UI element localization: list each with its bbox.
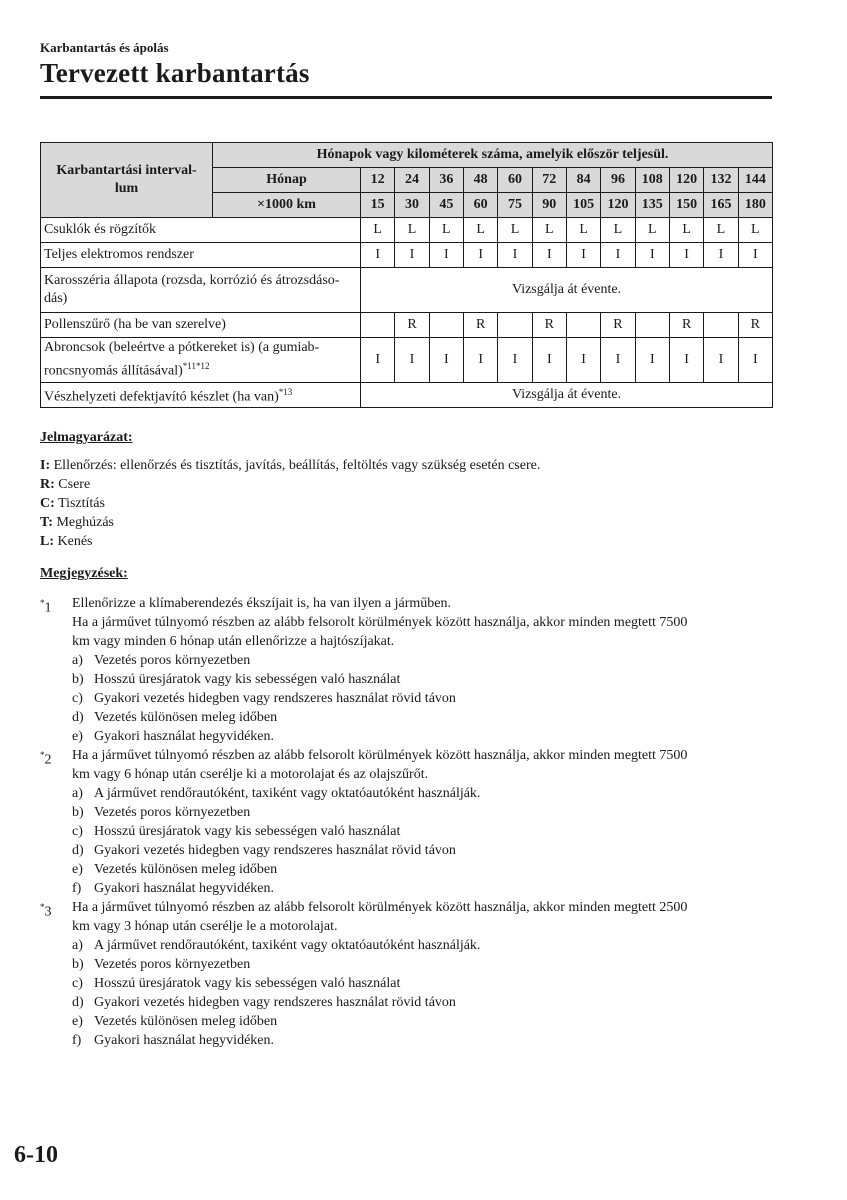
note-condition [72,803,780,822]
note-item [40,594,780,746]
note-line: Ha a járművet túlnyomó részben az alább felsorolt körülmények között használja, akkor minden megtett 7500 [72,615,688,630]
note-star: * [40,598,45,608]
condition-text: Vezetés poros környezetben [94,805,251,820]
schedule-cell: I [635,243,669,268]
note-line: Ha a járművet túlnyomó részben az alább felsorolt körülmények között használja, akkor minden megtett 7500 [72,748,688,763]
note-star: * [40,750,45,760]
legend-text: Tisztítás [54,496,105,511]
item-label [41,313,361,338]
note-star: * [40,902,45,912]
maintenance-schedule-table [40,142,773,408]
note-condition [72,784,780,803]
condition-letter: e) [72,1014,83,1029]
item-label-text: Teljes elektromos rendszer [44,247,194,262]
schedule-cell: L [395,218,429,243]
schedule-cell: I [738,243,772,268]
months-label: Hónap [213,168,361,193]
schedule-cell: I [429,338,463,383]
schedule-cell: L [498,218,532,243]
note-condition [72,822,780,841]
schedule-cell: I [601,243,635,268]
condition-letter: b) [72,957,84,972]
condition-letter: a) [72,786,83,801]
condition-letter: c) [72,691,83,706]
month-cell: 48 [463,168,497,193]
schedule-cell: I [429,243,463,268]
schedule-cell: L [361,218,395,243]
note-line: km vagy 3 hónap után cserélje le a motorolajat. [72,919,338,934]
table-row [41,383,773,408]
condition-text: Hosszú üresjáratok vagy kis sebességen való használat [94,672,401,687]
condition-letter: e) [72,729,83,744]
condition-text: Vezetés poros környezetben [94,957,251,972]
condition-letter: d) [72,843,84,858]
schedule-cell: L [566,218,600,243]
schedule-cell [704,313,738,338]
interval-span-header: Hónapok vagy kilométerek száma, amelyik először teljesül. [213,143,773,168]
note-number [40,594,52,618]
note-condition [72,993,780,1012]
schedule-cell: I [361,243,395,268]
legend-item [40,532,540,551]
km-cell: 60 [463,193,497,218]
condition-text: Gyakori használat hegyvidéken. [94,881,274,896]
condition-letter: f) [72,881,82,896]
schedule-cell: L [429,218,463,243]
month-cell: 24 [395,168,429,193]
condition-text: Hosszú üresjáratok vagy kis sebességen való használat [94,976,401,991]
legend-item [40,494,540,513]
schedule-cell: L [463,218,497,243]
month-cell: 36 [429,168,463,193]
legend-key: T: [40,515,53,530]
section-label: Karbantartás és ápolás [40,40,169,55]
schedule-cell: I [498,338,532,383]
km-cell: 150 [669,193,703,218]
condition-letter: a) [72,653,83,668]
month-cell: 72 [532,168,566,193]
month-cell: 84 [566,168,600,193]
item-label [41,268,361,313]
condition-letter: c) [72,824,83,839]
legend-item [40,475,540,494]
schedule-cell: I [498,243,532,268]
condition-letter: d) [72,995,84,1010]
table-header-row [41,143,773,168]
km-cell: 90 [532,193,566,218]
legend-item [40,513,540,532]
footnote-ref: *11*12 [182,361,210,372]
note-condition [72,936,780,955]
condition-text: Gyakori vezetés hidegben vagy rendszeres használat rövid távon [94,995,456,1010]
condition-text: A járművet rendőrautóként, taxiként vagy oktatóautóként használják. [94,786,481,801]
km-cell: 45 [429,193,463,218]
schedule-cell: L [532,218,566,243]
note-condition [72,1031,780,1050]
note-line: km vagy 6 hónap után cserélje ki a motorolajat és az olajszűrőt. [72,767,429,782]
legend-key: L: [40,534,54,549]
item-label-text: dás) [44,291,68,306]
annual-inspection-cell: Vizsgálja át évente. [361,383,773,408]
schedule-cell: I [463,243,497,268]
item-label-line [44,290,358,308]
km-cell: 15 [361,193,395,218]
item-label-text: Pollenszűrő (ha be van szerelve) [44,317,226,332]
note-condition-list [72,651,780,746]
item-label-text: Csuklók és rögzítők [44,222,156,237]
schedule-cell: L [601,218,635,243]
schedule-cell: R [395,313,429,338]
note-condition [72,974,780,993]
schedule-cell: R [463,313,497,338]
legend-item [40,456,540,475]
km-cell: 105 [566,193,600,218]
condition-text: Vezetés poros környezetben [94,653,251,668]
legend-key: C: [40,496,55,511]
item-label [41,383,361,408]
table-row [41,243,773,268]
interval-header-line: lum [114,181,139,196]
schedule-cell: I [601,338,635,383]
note-condition [72,651,780,670]
legend-key: I: [40,458,51,473]
title-divider [40,96,772,99]
note-number [40,746,52,770]
note-condition [72,860,780,879]
schedule-cell: L [738,218,772,243]
schedule-cell: I [532,243,566,268]
schedule-cell: I [738,338,772,383]
note-line: Ha a járművet túlnyomó részben az alább felsorolt körülmények között használja, akkor minden megtett 2500 [72,900,688,915]
schedule-cell: I [635,338,669,383]
schedule-cell: I [361,338,395,383]
km-cell: 135 [635,193,669,218]
note-item [40,898,780,1050]
condition-letter: b) [72,672,84,687]
note-condition [72,1012,780,1031]
condition-text: Vezetés különösen meleg időben [94,710,278,725]
item-label-text: roncsnyomás állításával) [44,363,183,379]
item-label [41,338,361,383]
condition-text: Vezetés különösen meleg időben [94,862,278,877]
note-condition [72,727,780,746]
condition-text: Gyakori vezetés hidegben vagy rendszeres használat rövid távon [94,691,456,706]
table-row [41,313,773,338]
month-cell: 96 [601,168,635,193]
schedule-cell: I [669,243,703,268]
condition-text: Gyakori használat hegyvidéken. [94,1033,274,1048]
schedule-cell [635,313,669,338]
month-cell: 12 [361,168,395,193]
note-num-text: 2 [44,752,52,768]
schedule-cell: L [669,218,703,243]
page-number: 6-10 [14,1142,58,1168]
schedule-cell [498,313,532,338]
note-condition [72,955,780,974]
schedule-cell: I [566,338,600,383]
schedule-cell [361,313,395,338]
legend-key: R: [40,477,55,492]
note-condition [72,879,780,898]
legend [40,456,540,551]
condition-letter: f) [72,1033,82,1048]
legend-text: Ellenőrzés: ellenőrzés és tisztítás, javítás, beállítás, feltöltés vagy szükség esetén csere. [50,458,541,473]
month-cell: 60 [498,168,532,193]
condition-text: Hosszú üresjáratok vagy kis sebességen való használat [94,824,401,839]
km-cell: 180 [738,193,772,218]
legend-text: Meghúzás [52,515,115,530]
km-cell: 120 [601,193,635,218]
condition-letter: c) [72,976,83,991]
km-label: ×1000 km [213,193,361,218]
condition-text: Vezetés különösen meleg időben [94,1014,278,1029]
note-condition [72,670,780,689]
notes [40,594,780,1050]
footnote-ref: *13 [278,387,293,398]
item-label [41,243,361,268]
month-cell: 108 [635,168,669,193]
note-num-text: 1 [44,600,52,616]
km-cell: 165 [704,193,738,218]
schedule-cell: I [704,243,738,268]
annual-inspection-cell: Vizsgálja át évente. [361,268,773,313]
item-label [41,218,361,243]
note-line: Ellenőrizze a klímaberendezés ékszíjait is, ha van ilyen a járműben. [72,596,452,611]
item-label-line [44,357,358,381]
interval-header-cell [41,143,213,218]
table-row [41,268,773,313]
condition-text: Gyakori használat hegyvidéken. [94,729,274,744]
schedule-cell: I [704,338,738,383]
note-condition [72,708,780,727]
schedule-cell: I [566,243,600,268]
condition-text: Gyakori vezetés hidegben vagy rendszeres használat rövid távon [94,843,456,858]
condition-letter: b) [72,805,84,820]
legend-text: Kenés [54,534,93,549]
schedule-cell: L [704,218,738,243]
schedule-cell: I [669,338,703,383]
schedule-cell: R [669,313,703,338]
schedule-cell: L [635,218,669,243]
item-label-line: Karosszéria állapota (rozsda, korrózió és átrozsdáso- [44,273,340,288]
month-cell: 120 [669,168,703,193]
schedule-cell: R [532,313,566,338]
schedule-cell: I [395,243,429,268]
item-label-line: Abroncsok (beleértve a pótkereket is) (a gumiab- [44,340,320,356]
condition-letter: a) [72,938,83,953]
km-cell: 30 [395,193,429,218]
note-item [40,746,780,898]
condition-text: A járművet rendőrautóként, taxiként vagy oktatóautóként használják. [94,938,481,953]
condition-letter: d) [72,710,84,725]
page-title: Tervezett karbantartás [40,58,310,88]
note-num-text: 3 [44,904,52,920]
schedule-cell: R [601,313,635,338]
table-row [41,338,773,383]
legend-heading: Jelmagyarázat: [40,430,133,445]
condition-letter: e) [72,862,83,877]
month-cell: 144 [738,168,772,193]
note-number [40,898,52,922]
schedule-cell: I [463,338,497,383]
schedule-cell [566,313,600,338]
km-cell: 75 [498,193,532,218]
schedule-cell: R [738,313,772,338]
schedule-cell: I [532,338,566,383]
table-row [41,218,773,243]
note-condition [72,689,780,708]
note-condition-list [72,936,780,1050]
legend-text: Csere [54,477,91,492]
note-condition [72,841,780,860]
schedule-cell [429,313,463,338]
interval-header-line: Karbantartási interval- [56,163,197,178]
notes-heading: Megjegyzések: [40,566,128,581]
note-line: km vagy minden 6 hónap után ellenőrizze a hajtószíjakat. [72,634,395,649]
month-cell: 132 [704,168,738,193]
note-condition-list [72,784,780,898]
item-label-text: Vészhelyzeti defektjavító készlet (ha van) [44,389,279,405]
schedule-cell: I [395,338,429,383]
